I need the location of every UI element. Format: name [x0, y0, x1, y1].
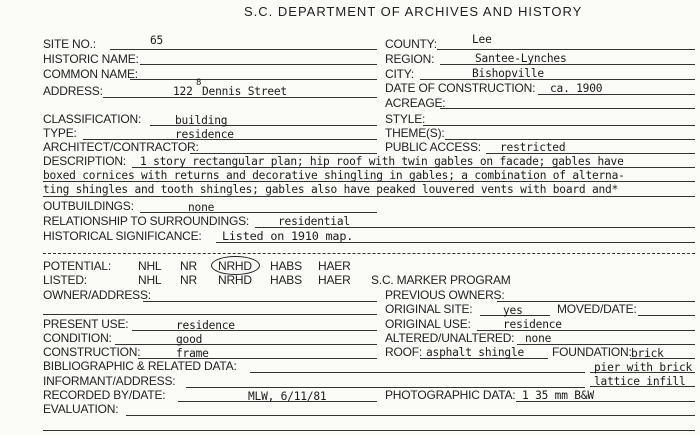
potential-nrhd: NRHD [218, 259, 252, 273]
city-line [420, 79, 695, 80]
section-divider [43, 253, 695, 254]
listed-habs: HABS [270, 273, 302, 287]
original-site-label: ORIGINAL SITE: [385, 302, 473, 316]
site-no-line [110, 49, 377, 50]
type-label: TYPE: [43, 126, 77, 140]
condition-line [115, 344, 377, 345]
moved-date-line [638, 315, 695, 316]
listed-label: LISTED: [43, 273, 87, 287]
present-use-line [132, 330, 377, 331]
common-name-line [130, 79, 377, 80]
classification-value: building [175, 114, 228, 127]
date-construction-value: ca. 1900 [550, 82, 603, 95]
public-access-label: PUBLIC ACCESS: [385, 140, 481, 154]
roof-value: asphalt shingle [426, 346, 525, 359]
form-header: S.C. DEPARTMENT OF ARCHIVES AND HISTORY [244, 4, 583, 19]
roof-label: ROOF: [385, 345, 422, 359]
recorded-by-value: MLW, 6/11/81 [248, 390, 327, 403]
county-label: COUNTY: [385, 37, 437, 51]
outbuildings-value: none [188, 201, 215, 214]
county-line [437, 49, 695, 50]
bibliographic-label: BIBLIOGRAPHIC & RELATED DATA: [43, 359, 237, 373]
type-value: residence [175, 128, 234, 141]
foundation-value-3: lattice infill [594, 375, 686, 388]
site-no-label: SITE NO.: [43, 37, 96, 51]
classification-label: CLASSIFICATION: [43, 112, 142, 126]
public-access-value: restricted [500, 141, 566, 154]
potential-label: POTENTIAL: [43, 259, 112, 273]
evaluation-label: EVALUATION: [43, 402, 119, 416]
photographic-value: 1 35 mm B&W [522, 389, 594, 402]
informant-label: INFORMANT/ADDRESS: [43, 374, 176, 388]
foundation-label: FOUNDATION: [552, 345, 632, 359]
present-use-label: PRESENT USE: [43, 317, 129, 331]
relationship-label: RELATIONSHIP TO SURROUNDINGS: [43, 214, 250, 228]
condition-label: CONDITION: [43, 331, 112, 345]
potential-haer: HAER [318, 259, 351, 273]
listed-nrhd: NRHD [218, 273, 252, 287]
site-no-value: 65 [150, 34, 164, 47]
owner-address-line-2 [43, 314, 377, 315]
foundation-value-2: pier with brick [594, 361, 693, 374]
outbuildings-line [140, 212, 377, 213]
description-label: DESCRIPTION: [43, 154, 126, 168]
potential-nhl: NHL [138, 259, 162, 273]
region-value: Santee-Lynches [475, 52, 567, 65]
address-number: 122 [173, 85, 193, 98]
historic-name-line [140, 64, 377, 65]
style-label: STYLE: [385, 112, 426, 126]
acreage-label: ACREAGE: [385, 96, 446, 110]
original-use-label: ORIGINAL USE: [385, 317, 471, 331]
recorded-by-label: RECORDED BY/DATE: [43, 388, 166, 402]
common-name-label: COMMON NAME: [43, 67, 138, 81]
foundation-value-1: brick [631, 347, 664, 360]
address-street: Dennis Street [202, 85, 287, 98]
county-value: Lee [472, 33, 492, 46]
bibliographic-line [250, 372, 585, 373]
original-site-value: yes [503, 304, 523, 317]
significance-label: HISTORICAL SIGNIFICANCE: [43, 229, 202, 243]
significance-value: Listed on 1910 map. [222, 229, 354, 243]
construction-value: frame [176, 347, 209, 360]
address-superscript: 8 [196, 78, 202, 88]
evaluation-line-2 [43, 430, 695, 431]
listed-nr: NR [180, 273, 197, 287]
original-use-value: residence [503, 318, 562, 331]
style-line [423, 125, 695, 126]
owner-address-line [143, 301, 377, 302]
moved-date-label: MOVED/DATE: [557, 302, 637, 316]
present-use-value: residence [176, 319, 235, 332]
potential-nr: NR [180, 259, 197, 273]
city-value: Bishopville [472, 67, 544, 80]
construction-label: CONSTRUCTION: [43, 345, 141, 359]
architect-label: ARCHITECT/CONTRACTOR: [43, 140, 199, 154]
marker-program-label: S.C. MARKER PROGRAM [371, 273, 511, 287]
description-text-2: boxed cornices with returns and decorative shingling in gables; a combination of alterna- [43, 169, 625, 182]
region-label: REGION: [385, 52, 435, 66]
historic-name-label: HISTORIC NAME: [43, 52, 139, 66]
date-construction-label: DATE OF CONSTRUCTION: [385, 81, 536, 95]
themes-label: THEME(S): [385, 126, 445, 140]
outbuildings-label: OUTBUILDINGS: [43, 199, 134, 213]
photographic-label: PHOTOGRAPHIC DATA: [385, 388, 516, 402]
evaluation-line [126, 415, 695, 416]
listed-nhl: NHL [138, 273, 162, 287]
altered-value: none [525, 332, 552, 345]
city-label: CITY: [385, 67, 415, 81]
owner-address-label: OWNER/ADDRESS: [43, 288, 151, 302]
architect-line [190, 153, 377, 154]
description-text-1: 1 story rectangular plan; hip roof with twin gables on facade; gables have [140, 155, 624, 168]
listed-haer: HAER [318, 273, 351, 287]
acreage-line [440, 108, 695, 109]
altered-label: ALTERED/UNALTERED: [385, 331, 515, 345]
previous-owners-label: PREVIOUS OWNERS: [385, 288, 505, 302]
description-text-3: ting shingles and tooth shingles; gables also have peaked louvered vents with board and* [43, 183, 619, 196]
address-label: ADDRESS: [43, 84, 103, 98]
themes-line [445, 139, 695, 140]
relationship-value: residential [278, 215, 350, 228]
potential-habs: HABS [270, 259, 302, 273]
condition-value: good [176, 333, 203, 346]
